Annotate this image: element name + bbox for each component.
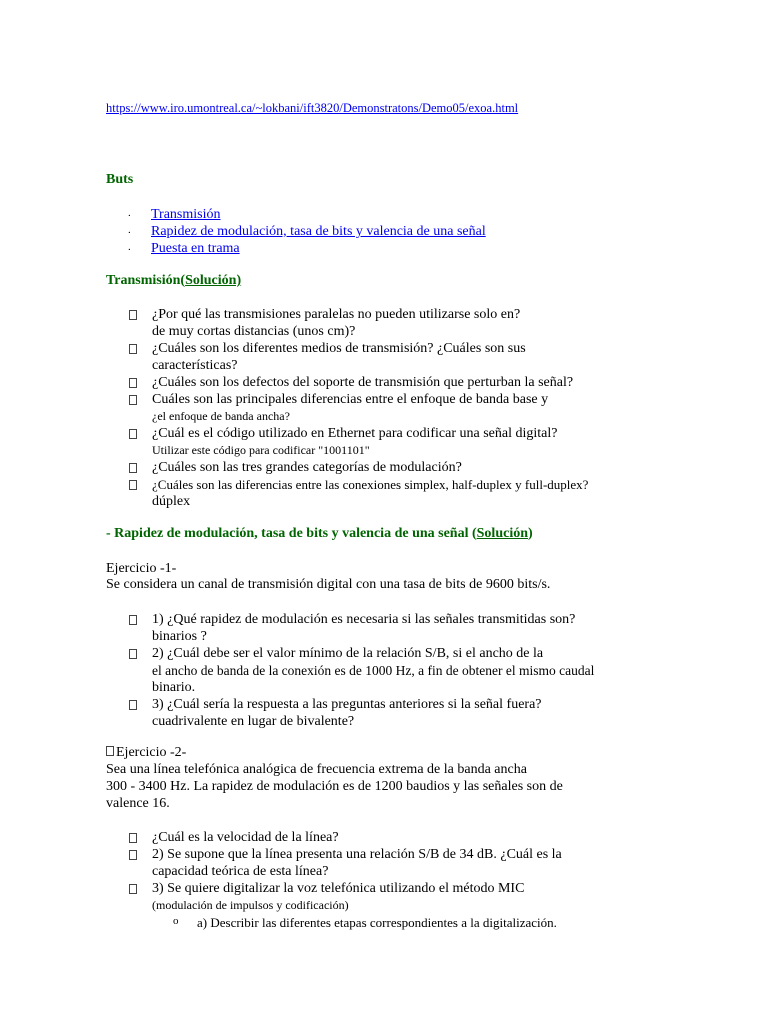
- question-line: ¿Cuáles son los defectos del soporte de transmisión que perturban la señal?: [152, 375, 574, 390]
- checkbox-glyph-icon: [129, 395, 137, 405]
- buts-item: . Puesta en trama: [128, 241, 240, 256]
- exercise-line: 2) Se supone que la línea presenta una relación S/B de 34 dB. ¿Cuál es la: [152, 847, 562, 862]
- checkbox-glyph-icon: [129, 649, 137, 659]
- ejercicio-2-list: [106, 829, 666, 931]
- question-item: [106, 374, 666, 391]
- buts-item: . Transmisión: [128, 207, 221, 222]
- question-line: características?: [152, 358, 238, 373]
- checkbox-glyph-icon: [129, 378, 137, 388]
- sub-item: [173, 914, 666, 931]
- exercise-line: ¿Cuál es la velocidad de la línea?: [152, 830, 339, 845]
- ejercicio-2-intro-line: 300 - 3400 Hz. La rapidez de modulación es de 1200 baudios y las señales son de: [106, 779, 563, 794]
- exercise-line: (modulación de impulsos y codificación): [152, 898, 349, 912]
- ejercicio-2-title-text: Ejercicio -2-: [116, 745, 187, 760]
- exercise-line: 1) ¿Qué rapidez de modulación es necesaria si las señales transmitidas son?: [152, 612, 576, 627]
- checkbox-glyph-icon: [129, 310, 137, 320]
- question-item: [106, 306, 666, 340]
- checkbox-glyph-icon: [129, 480, 137, 490]
- question-line: Cuáles son las principales diferencias entre el enfoque de banda base y: [152, 392, 549, 407]
- exercise-line: binario.: [152, 680, 196, 695]
- checkbox-glyph-icon: [129, 344, 137, 354]
- question-item: [106, 340, 666, 374]
- question-item: [106, 476, 666, 510]
- transmision-heading: [106, 273, 241, 289]
- checkbox-glyph-icon: [129, 615, 137, 625]
- buts-heading: Buts: [106, 172, 134, 187]
- question-item: [106, 459, 666, 476]
- question-line: ¿Cuáles son las tres grandes categorías de modulación?: [152, 460, 462, 475]
- question-line: de muy cortas distancias (unos cm)?: [152, 324, 356, 339]
- ejercicio-1-title: Ejercicio -1-: [106, 561, 177, 576]
- sub-item-text: a) Describir las diferentes etapas correspondientes a la digitalización.: [197, 915, 557, 930]
- circle-bullet-icon: o: [173, 915, 179, 927]
- question-item: [106, 391, 666, 425]
- ejercicio-2-intro-line: Sea una línea telefónica analógica de frecuencia extrema de la banda ancha: [106, 762, 527, 777]
- question-line: ¿Por qué las transmisiones paralelas no pueden utilizarse solo en?: [152, 307, 521, 322]
- sub-list: [173, 914, 666, 931]
- buts-list: [106, 206, 486, 257]
- checkbox-glyph-icon: [129, 850, 137, 860]
- buts-link-transmision[interactable]: Transmisión: [151, 207, 221, 222]
- rapidez-solution-link[interactable]: Solución: [476, 526, 528, 541]
- question-line: Utilizar este código para codificar "1001101": [152, 443, 370, 457]
- transmision-solution-link[interactable]: Solución): [185, 273, 242, 288]
- exercise-item: [106, 829, 666, 846]
- checkbox-glyph-icon: [129, 429, 137, 439]
- question-line: ¿Cuáles son los diferentes medios de transmisión? ¿Cuáles son sus: [152, 341, 526, 356]
- exercise-item: [106, 611, 666, 645]
- ejercicio-1-list: [106, 611, 666, 730]
- source-url-link[interactable]: https://www.iro.umontreal.ca/~lokbani/ift3820/Demonstratons/Demo05/exoa.html: [106, 101, 519, 115]
- checkbox-glyph-icon: [129, 884, 137, 894]
- exercise-item: [106, 696, 666, 730]
- ejercicio-1-intro: Se considera un canal de transmisión digital con una tasa de bits de 9600 bits/s.: [106, 577, 551, 592]
- exercise-line: 2) ¿Cuál debe ser el valor mínimo de la relación S/B, si el ancho de la: [152, 646, 544, 661]
- exercise-item: [106, 846, 666, 880]
- checkbox-glyph-icon: [129, 463, 137, 473]
- ejercicio-2-intro-line: valence 16.: [106, 796, 170, 811]
- question-line: ¿el enfoque de banda ancha?: [152, 409, 290, 423]
- exercise-line: 3) ¿Cuál sería la respuesta a las preguntas anteriores si la señal fuera?: [152, 697, 542, 712]
- exercise-line: 3) Se quiere digitalizar la voz telefónica utilizando el método MIC: [152, 881, 525, 896]
- checkbox-glyph-icon: [129, 833, 137, 843]
- exercise-line: el ancho de banda de la conexión es de 1000 Hz, a fin de obtener el mismo caudal: [152, 663, 595, 678]
- rapidez-heading-text: - Rapidez de modulación, tasa de bits y valencia de una señal (: [106, 526, 477, 541]
- checkbox-glyph-icon: [129, 700, 137, 710]
- rapidez-heading-close: ): [528, 526, 533, 541]
- buts-item: . Rapidez de modulación, tasa de bits y valencia de una señal: [128, 224, 486, 239]
- question-line: dúplex: [152, 494, 191, 509]
- question-line: ¿Cuál es el código utilizado en Ethernet para codificar una señal digital?: [152, 426, 558, 441]
- exercise-item: [106, 645, 666, 696]
- exercise-item: [106, 880, 666, 931]
- ejercicio-2-title: [106, 744, 186, 761]
- rapidez-heading: [106, 526, 533, 542]
- transmision-heading-text: Transmisión(: [106, 273, 186, 288]
- question-line: ¿Cuáles son las diferencias entre las conexiones simplex, half-duplex y full-duplex?: [152, 477, 589, 492]
- buts-link-puesta-en-trama[interactable]: Puesta en trama: [151, 241, 240, 256]
- buts-link-rapidez[interactable]: Rapidez de modulación, tasa de bits y valencia de una señal: [151, 224, 486, 239]
- question-item: [106, 425, 666, 459]
- transmision-question-list: [106, 306, 666, 510]
- checkbox-glyph-icon: [106, 746, 114, 756]
- exercise-line: capacidad teórica de esta línea?: [152, 864, 329, 879]
- exercise-line: cuadrivalente en lugar de bivalente?: [152, 714, 355, 729]
- exercise-line: binarios ?: [152, 629, 207, 644]
